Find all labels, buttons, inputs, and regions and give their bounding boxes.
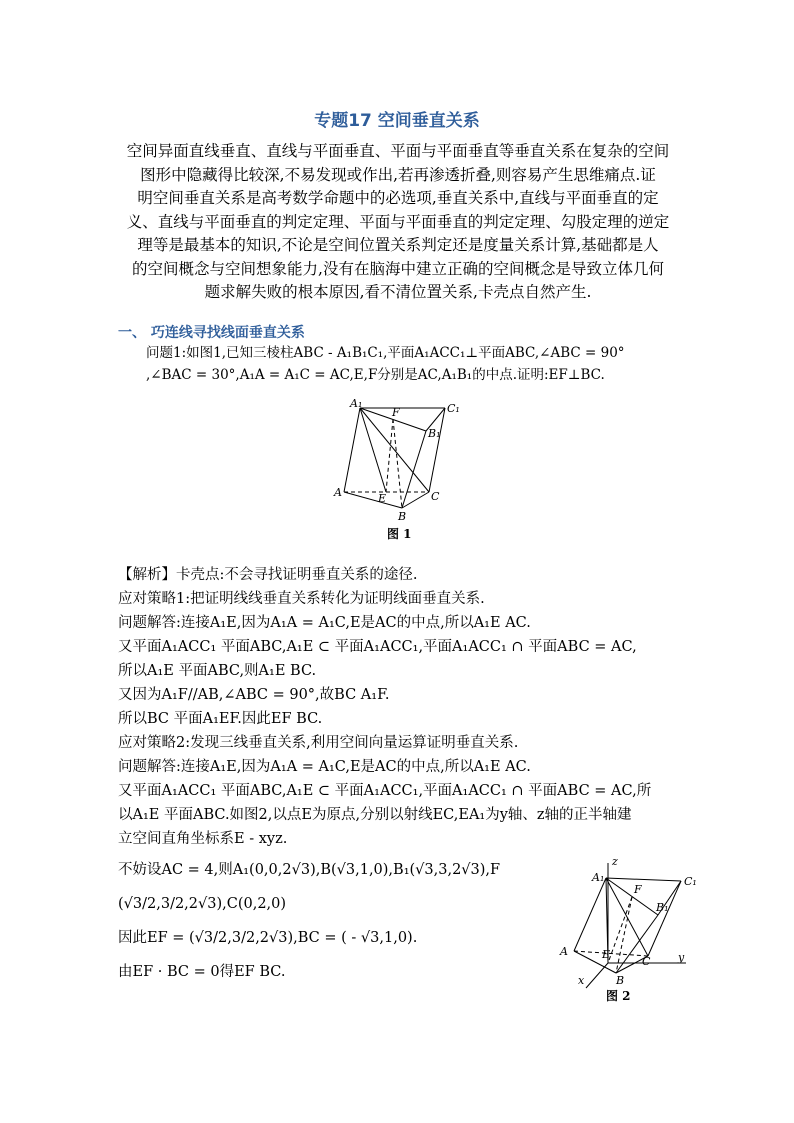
analysis-line: 立空间直角坐标系E - xyz.: [118, 831, 288, 847]
label-A1: A₁: [350, 397, 363, 410]
prism-diagram-2: [556, 853, 716, 1008]
label-B: B: [616, 974, 625, 987]
figure-2: [556, 853, 716, 1008]
label-C: C: [431, 490, 440, 503]
analysis-line: 所以A₁E 平面ABC,则A₁E BC.: [118, 663, 317, 679]
label-A1: A₁: [592, 871, 605, 884]
label-B1: B₁: [428, 427, 441, 440]
label-A: A: [560, 945, 568, 958]
coordinate-line: 因此EF = (√3/2,3/2,2√3),BC = ( - √3,1,0).: [118, 930, 418, 946]
label-y: y: [678, 951, 685, 964]
analysis-line: 又平面A₁ACC₁ 平面ABC,A₁E ⊂ 平面A₁ACC₁,平面A₁ACC₁ ∩ 平面ABC = AC,所: [118, 783, 652, 799]
analysis-line: 又平面A₁ACC₁ 平面ABC,A₁E ⊂ 平面A₁ACC₁,平面A₁ACC₁ ∩ 平面ABC = AC,: [118, 639, 637, 655]
label-B: B: [398, 510, 407, 523]
intro-line: 题求解失败的根本原因,看不清位置关系,卡壳点自然产生.: [204, 283, 592, 301]
analysis-line: 又因为A₁F//AB,∠ABC = 90°,故BC A₁F.: [118, 687, 390, 703]
analysis-line: 所以BC 平面A₁EF.因此EF BC.: [118, 711, 323, 727]
problem-statement: [146, 342, 686, 386]
analysis-section: [118, 563, 678, 851]
label-x: x: [578, 974, 585, 987]
coordinate-line: 由EF · BC = 0得EF BC.: [118, 964, 286, 980]
problem-line: 问题1:如图1,已知三棱柱ABC - A₁B₁C₁,平面A₁ACC₁⊥平面ABC,∠ABC = 90°: [146, 345, 625, 361]
problem-line: ,∠BAC = 30°,A₁A = A₁C = AC,E,F分别是AC,A₁B₁的中点.证明:EF⊥BC.: [146, 367, 605, 383]
label-C1: C₁: [447, 402, 460, 415]
coordinate-line: 不妨设AC = 4,则A₁(0,0,2√3),B(√3,1,0),B₁(√3,3,2√3),F: [118, 862, 501, 878]
label-z: z: [612, 855, 618, 868]
analysis-line: 应对策略1:把证明线线垂直关系转化为证明线面垂直关系.: [118, 591, 485, 607]
figure-caption: 图 2: [606, 989, 631, 1003]
coordinate-line: (√3/2,3/2,2√3),C(0,2,0): [118, 896, 287, 912]
label-F: F: [392, 406, 400, 419]
analysis-line: 应对策略2:发现三线垂直关系,利用空间向量运算证明垂直关系.: [118, 735, 519, 751]
intro-line: 图形中隐藏得比较深,不易发现或作出,若再渗透折叠,则容易产生思维痛点.证: [140, 165, 656, 184]
figure-caption: 图 1: [387, 527, 412, 541]
label-F: F: [634, 883, 642, 896]
figure-1: [330, 395, 470, 545]
label-B1: B₁: [656, 901, 669, 914]
intro-line: 明空间垂直关系是高考数学命题中的必选项,垂直关系中,直线与平面垂直的定: [137, 189, 659, 207]
label-C1: C₁: [684, 875, 697, 888]
intro-line: 理等是最基本的知识,不论是空间位置关系判定还是度量关系计算,基础都是人: [137, 236, 659, 254]
label-C: C: [642, 955, 651, 968]
intro-line: 空间异面直线垂直、直线与平面垂直、平面与平面垂直等垂直关系在复杂的空间: [126, 142, 670, 160]
intro-line: 义、直线与平面垂直的判定定理、平面与平面垂直的判定定理、勾股定理的逆定: [126, 212, 670, 231]
prism-diagram-1: [330, 395, 470, 545]
analysis-line: 问题解答:连接A₁E,因为A₁A = A₁C,E是AC的中点,所以A₁E AC.: [118, 615, 531, 631]
analysis-line: 以A₁E 平面ABC.如图2,以点E为原点,分别以射线EC,EA₁为y轴、z轴的正半轴建: [118, 807, 632, 823]
page-title: 专题17 空间垂直关系: [314, 111, 480, 131]
analysis-line: 【解析】卡壳点:不会寻找证明垂直关系的途径.: [118, 567, 418, 583]
coordinate-section: [118, 858, 558, 994]
intro-paragraph: [118, 140, 678, 305]
label-E: E: [602, 948, 611, 961]
section-heading: 一、 巧连线寻找线面垂直关系: [118, 325, 305, 341]
intro-line: 的空间概念与空间想象能力,没有在脑海中建立正确的空间概念是导致立体几何: [132, 259, 664, 278]
label-A: A: [334, 486, 342, 499]
analysis-line: 问题解答:连接A₁E,因为A₁A = A₁C,E是AC的中点,所以A₁E AC.: [118, 759, 531, 775]
label-E: E: [378, 492, 387, 505]
